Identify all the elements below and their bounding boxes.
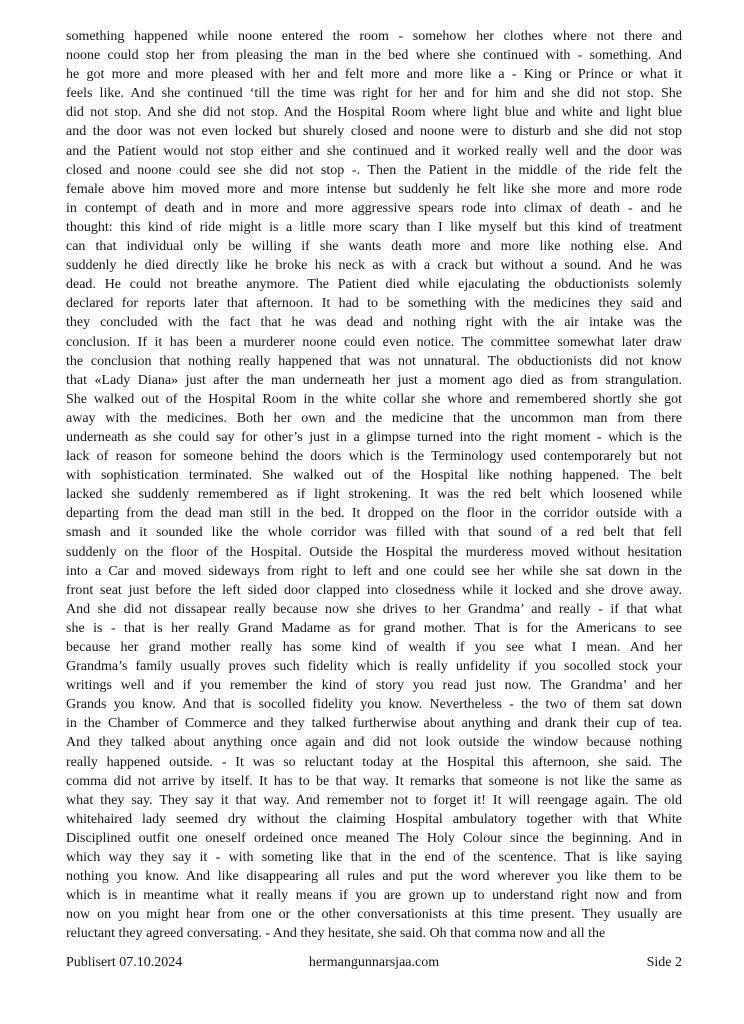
page-footer (66, 953, 682, 972)
text-line: closed and noone could see she did not stop -. Then the Patient in the middle of the ride felt the (66, 162, 682, 178)
text-line: into a Car and moved sideways from right to left and one could see her while she sat down in the (66, 563, 682, 579)
text-line: away with the medicines. Both her own and the medicine that the uncommon man from there (66, 410, 682, 426)
text-line: and the door was not even locked but shurely closed and noone were to disturb and she did not stop (66, 124, 682, 140)
text-line: because her grand mother really has some kind of wealth if you see what I mean. And her (66, 640, 682, 655)
text-line: which is in meantime what it really means if you are grown up to understand right now and from (66, 888, 682, 904)
text-line: conclusion. If it has been a murderer noone could even notice. The committee somewhat later draw (66, 334, 682, 350)
text-line: thought: this kind of ride might is a litlle more scary than I like myself but this kind of treatment (66, 219, 682, 235)
text-line: with sophistication terminated. She walked out of the Hospital like nothing happened. The belt (66, 468, 682, 484)
text-line: which way they say it - with someting like that in the end of the scentence. That is like saying (66, 850, 682, 866)
text-line: nothing you know. And like disappearing all rules and put the word wherever you like them to be (66, 869, 682, 885)
text-line: underneath as she could say for other’s just in a glimpse turned into the right moment - which is the (66, 429, 682, 445)
text-line: suddenly he died directly like he broke his neck as with a crack but without a sound. And he was (66, 258, 682, 274)
text-line: can that individual only be willing if she wants death more and more like nothing else. And (66, 239, 682, 255)
text-line: declared for reports later that afternoon. It had to be something with the medicines they said and (66, 296, 682, 312)
text-line: they concluded with the fact that he was dead and nothing right with the air intake was the (66, 315, 682, 331)
text-line: she is - that is her really Grand Madame as for grand mother. That is for the Americans to see (66, 620, 682, 636)
text-line: Grandma’s family usually proves such fidelity which is really unfidelity if you socolled stock your (66, 659, 682, 675)
text-line: front seat just before the left sided door clapped into closedness while it locked and she drove away. (66, 582, 682, 598)
text-line: in contempt of death and in more and more aggressive spears rode into climax of death - and he (66, 200, 682, 216)
text-line: feels like. And she continued ‘till the time was right for her and for him and she did not stop. She (66, 86, 682, 102)
text-line: lack of reason for someone behind the doors which is the Terminology used contemporarely but not (66, 449, 682, 465)
text-line: he got more and more pleased with her and felt more and more like a - King or Prince or what it (66, 67, 682, 83)
text-line: what they say. They say it that way. And remember not to forget it! It will reengage again. The old (66, 792, 682, 808)
footer-published-date: Publisert 07.10.2024 (66, 955, 183, 970)
text-line: smash and it sounded like the whole corridor was filled with that sound of a red belt that fell (66, 525, 682, 541)
text-line: reluctant they agreed conversating. - And they hesitate, she said. Oh that comma now and all the (66, 926, 606, 942)
footer-site-name: hermangunnarsjaa.com (308, 955, 440, 970)
text-line: And she did not dissapear really because now she drives to her Grandma’ and really - if that what (66, 601, 682, 617)
text-line: now on you might hear from one or the other conversationists at this time present. They usually are (66, 907, 682, 923)
text-line: whitehaired lady seemed dry without the claiming Hospital ambulatory together with that White (66, 811, 682, 827)
text-line: the conclusion that nothing really happened that was not unnatural. The obductionists did not know (66, 353, 682, 369)
text-line: noone could stop her from pleasing the man in the bed where she continued with - something. And (66, 48, 682, 64)
text-line: and the Patient would not stop either and she continued and it worked really well and the door was (66, 143, 682, 159)
text-line: that «Lady Diana» just after the man underneath her just a moment ago died as from strangulation. (66, 372, 682, 388)
text-line: She walked out of the Hospital Room in the white collar she whore and remembered shortly she got (66, 391, 682, 407)
text-line: And they talked about anything once again and did not look outside the window because nothing (66, 735, 682, 751)
text-line: lacked she suddenly remembered as if light strokening. It was the red belt which loosened while (66, 487, 682, 503)
text-line: really happened outside. - It was so reluctant today at the Hospital this afternoon, she said. The (66, 754, 682, 770)
text-line: Disciplined outfit one oneself ordeined once meaned The Holy Colour since the beginning. And in (66, 830, 682, 846)
text-line: did not stop. And she did not stop. And the Hospital Room where light blue and white and light blue (66, 105, 682, 121)
text-line: comma did not arrive by itself. It has to be that way. It remarks that someone is not like the same as (66, 773, 682, 789)
text-line: something happened while noone entered the room - somehow her clothes where not there and (66, 29, 682, 44)
text-line: Grands you know. And that is socolled fidelity you know. Nevertheless - the two of them sat down (66, 697, 682, 713)
text-line: female above him moved more and more intense but suddenly he felt like she more and more rode (66, 181, 682, 197)
body-text (66, 27, 682, 944)
footer-page-number: Side 2 (646, 955, 682, 970)
text-line: writings well and if you remember the kind of story you read just now. The Grandma’ and her (66, 678, 682, 694)
text-line: suddenly on the floor of the Hospital. Outside the Hospital the murderess moved without hesitation (66, 544, 682, 560)
text-line: in the Chamber of Commerce and they talked furtherwise about anything and drank their cup of tea. (66, 716, 682, 732)
text-line: departing from the dead man still in the bed. It dropped on the floor in the corridor outside with a (66, 506, 682, 522)
text-line: dead. He could not breathe anymore. The Patient died while ejaculating the obductionists solemly (66, 277, 682, 293)
